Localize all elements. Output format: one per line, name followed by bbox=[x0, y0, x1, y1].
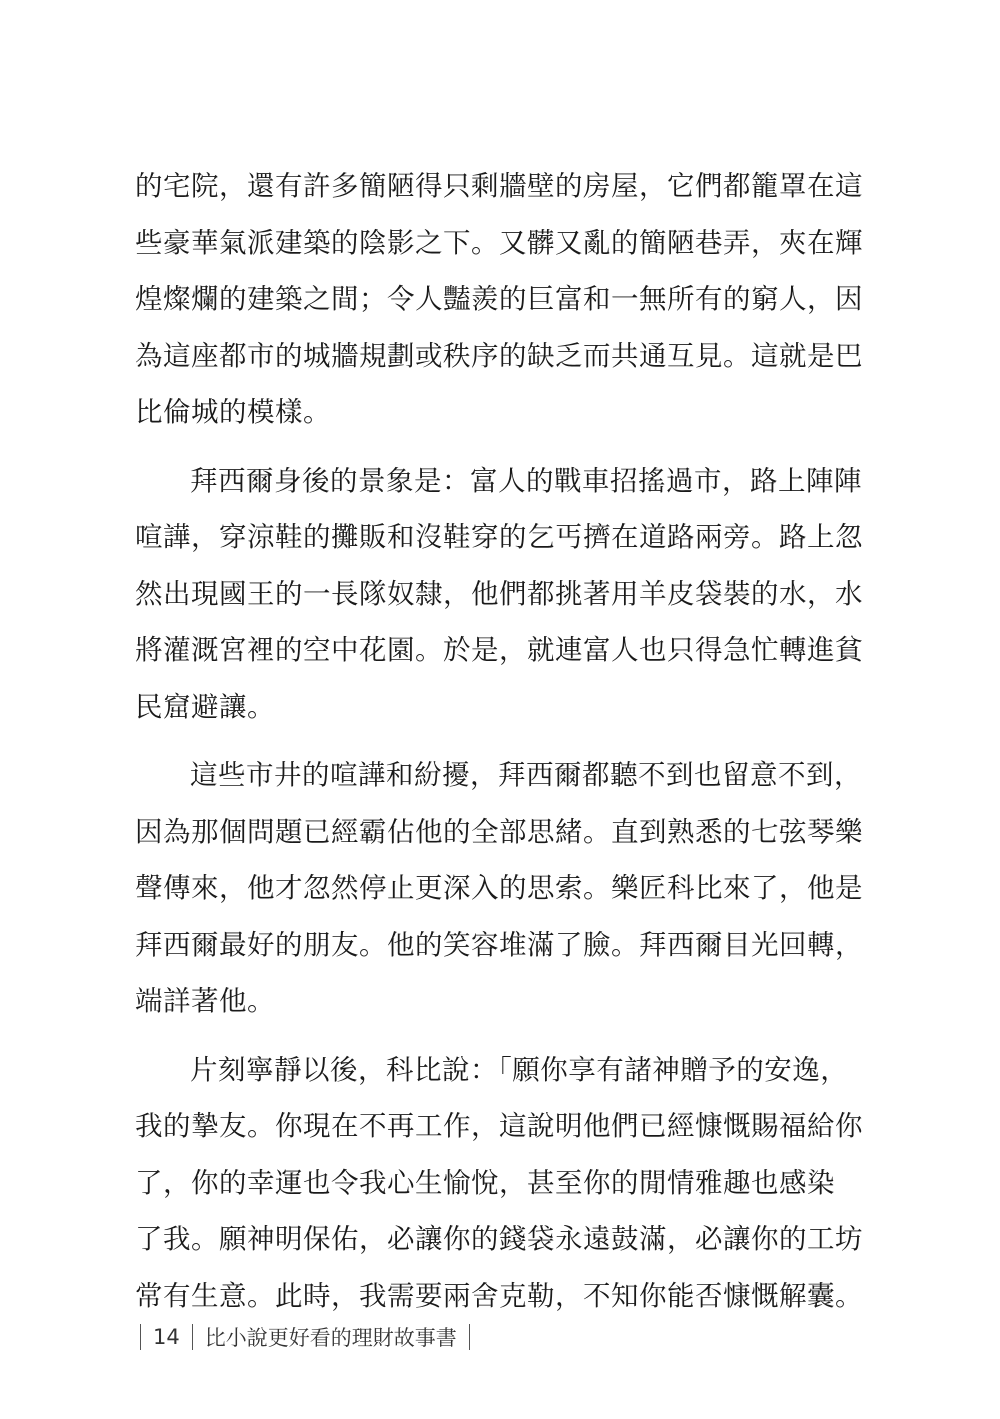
text-line: 這些市井的喧譁和紛擾，拜西爾都聽不到也留意不到， bbox=[190, 759, 862, 791]
text-line: 喧譁，穿涼鞋的攤販和沒鞋穿的乞丐擠在道路兩旁。路上忽 bbox=[135, 521, 863, 553]
text-line: 聲傳來，他才忽然停止更深入的思索。樂匠科比來了，他是 bbox=[135, 872, 863, 904]
page-footer bbox=[140, 1322, 482, 1352]
footer-divider bbox=[192, 1324, 193, 1350]
text-line: 了我。願神明保佑，必讓你的錢袋永遠鼓滿，必讓你的工坊 bbox=[135, 1223, 863, 1255]
footer-divider bbox=[469, 1324, 470, 1350]
page-number: 14 bbox=[153, 1325, 180, 1349]
paragraph-1 bbox=[135, 158, 863, 441]
text-line: 的宅院，還有許多簡陋得只剩牆壁的房屋，它們都籠罩在這 bbox=[135, 170, 863, 202]
text-line: 常有生意。此時，我需要兩舍克勒，不知你能否慷慨解囊。 bbox=[135, 1279, 863, 1312]
text-line: 為這座都市的城牆規劃或秩序的缺乏而共通互見。這就是巴 bbox=[135, 339, 863, 372]
text-line: 將灌溉宮裡的空中花園。於是，就連富人也只得急忙轉進貧 bbox=[135, 634, 863, 666]
book-title: 比小說更好看的理財故事書 bbox=[204, 1326, 457, 1350]
paragraph-4 bbox=[135, 1042, 863, 1325]
text-line: 比倫城的模樣。 bbox=[135, 396, 331, 428]
text-line: 我的摯友。你現在不再工作，這說明他們已經慷慨賜福給你 bbox=[135, 1110, 863, 1142]
footer-divider bbox=[140, 1324, 141, 1350]
text-line: 民窟避讓。 bbox=[135, 690, 275, 723]
text-line: 片刻寧靜以後，科比說：「願你享有諸神贈予的安逸， bbox=[190, 1053, 849, 1086]
text-line: 因為那個問題已經霸佔他的全部思緒。直到熟悉的七弦琴樂 bbox=[135, 815, 863, 848]
text-line: 拜西爾最好的朋友。他的笑容堆滿了臉。拜西爾目光回轉， bbox=[135, 928, 863, 961]
paragraph-3 bbox=[135, 747, 863, 1030]
text-line: 煌燦爛的建築之間；令人豔羨的巨富和一無所有的窮人，因 bbox=[135, 283, 863, 315]
paragraph-2 bbox=[135, 453, 863, 736]
body-text bbox=[135, 158, 863, 1324]
text-line: 了，你的幸運也令我心生愉悅，甚至你的閒情雅趣也感染 bbox=[135, 1166, 835, 1199]
text-line: 拜西爾身後的景象是：富人的戰車招搖過市，路上陣陣 bbox=[190, 464, 862, 497]
text-line: 端詳著他。 bbox=[135, 985, 275, 1017]
text-line: 然出現國王的一長隊奴隸，他們都挑著用羊皮袋裝的水，水 bbox=[135, 577, 863, 610]
text-line: 些豪華氣派建築的陰影之下。又髒又亂的簡陋巷弄，夾在輝 bbox=[135, 226, 863, 259]
